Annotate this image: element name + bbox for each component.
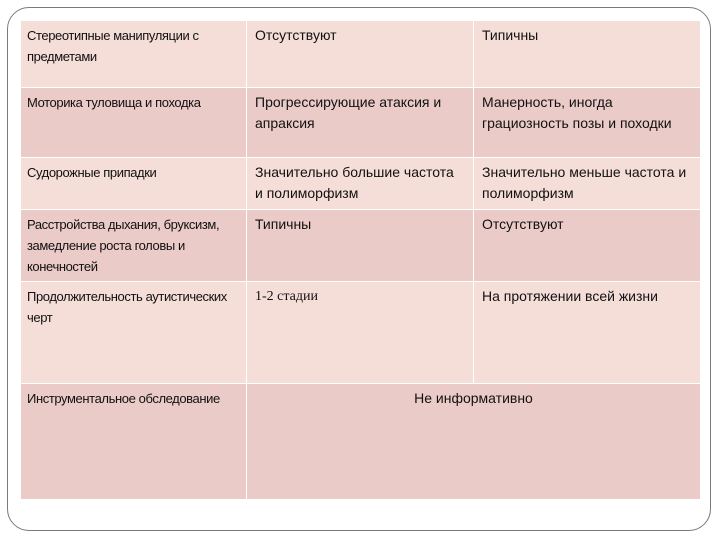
row-label: Стереотипные манипуляции с предметами: [21, 21, 247, 88]
cell-value: 1-2 стадии: [247, 282, 474, 384]
cell-value: Прогрессирующие атаксия и апраксия: [247, 88, 474, 158]
row-label: Продолжительность аутистических черт: [21, 282, 247, 384]
cell-value: Отсутствуют: [474, 210, 701, 282]
table-row: [21, 384, 701, 500]
row-label: Судорожные припадки: [21, 158, 247, 210]
table-row: [21, 88, 701, 158]
cell-value: Типичны: [474, 21, 701, 88]
comparison-table: [20, 20, 701, 500]
cell-value: Типичны: [247, 210, 474, 282]
table-row: [21, 21, 701, 88]
cell-value: Отсутствуют: [247, 21, 474, 88]
table-row: [21, 282, 701, 384]
cell-value: На протяжении всей жизни: [474, 282, 701, 384]
row-label: Моторика туловища и походка: [21, 88, 247, 158]
cell-value: Значительно меньше частота и полиморфизм: [474, 158, 701, 210]
table-row: [21, 158, 701, 210]
row-label: Инструментальное обследование: [21, 384, 247, 500]
merged-cell-value: Не информативно: [247, 384, 701, 500]
cell-value: Значительно большие частота и полиморфизм: [247, 158, 474, 210]
table-row: [21, 210, 701, 282]
row-label: Расстройства дыхания, бруксизм, замедление роста головы и конечностей: [21, 210, 247, 282]
cell-value: Манерность, иногда грациозность позы и походки: [474, 88, 701, 158]
